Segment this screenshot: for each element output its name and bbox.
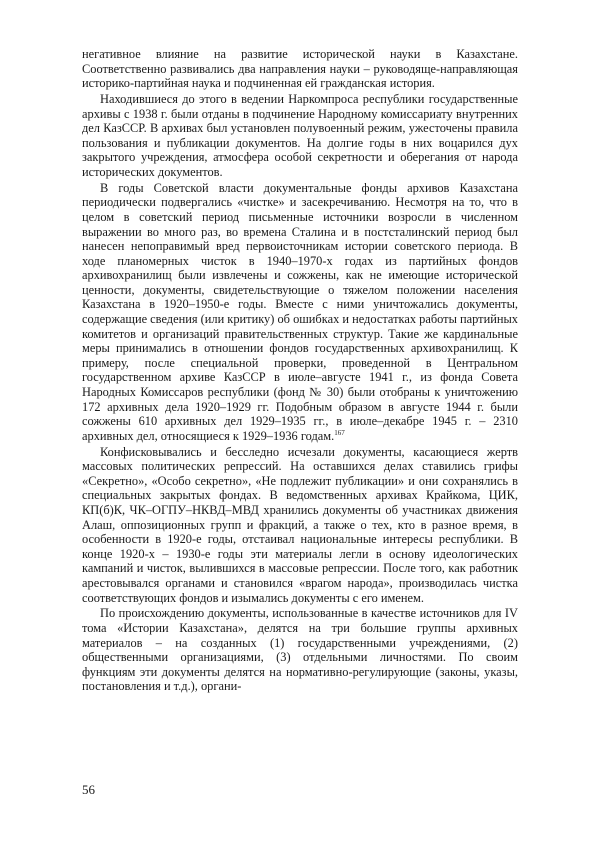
paragraph-5-text: По происхождению документы, использованные в качестве источников для IV тома «Истории Казахстана», делятся на три большие группы архивных материалов – на созданных (1) государственными учреждениями, (2) общественными организациями, (3) отдельными личностями. По своим функциям эти документы делятся на нормативно-регулирующие (законы, указы, постановления и т.д.), органи- [82,606,518,694]
paragraph-1-text: негативное влияние на развитие исторической науки в Казахстане. Соответственно развивались два направления науки – руководяще-направляющая историко-партийная наука и подчиненная ей гражданская история. [82,47,518,91]
paragraph-2 [82,92,518,180]
page-number: 56 [82,782,95,797]
paragraph-2-text: Находившиеся до этого в ведении Наркомпроса республики государственные архивы с 1938 г. были отданы в подчинение Народному комиссариату внутренних дел КазССР. В архивах был установлен полувоенный режим, ужесточены правила пользования и публикации документов. На долгие годы в них воцарился дух закрытого учреждения, атмосфера особой секретности и оберегания от народа исторических документов. [82,91,518,179]
paragraph-5 [82,606,518,694]
paragraph-3-text: В годы Советской власти документальные фонды архивов Казахстана периодически подвергались «чистке» и засекречиванию. Несмотря на то, что в целом в советский период письменные источники возросли в численном выражении во много раз, во времена Сталина и в постсталинский период был нанесен непоправимый вред первоисточникам истории советского периода. В ходе планомерных чисток в 1940–1970-х годах из партийных фондов архивохранилищ были извлечены и сожжены, как не имеющие исторической ценности, документы, свидетельствующие о тяжелом положении населения Казахстана в 1920–1950-е годы. Вместе с ними уничтожались документы, содержащие сведения (или критику) об ошибках и недостатках работы партийных комитетов и организаций правительственных структур. Такие же кардинальные меры принимались в отношении фондов государственных архивохранилищ. К примеру, после специальной проверки, проведенной в Центральном государственном архиве КазССР в июле–августе 1941 г., из фонда Совета Народных Комиссаров республики (фонд № 30) были отобраны к уничтожению 172 архивных дела 1920–1929 гг. Подобным образом в августе 1944 г. были сожжены 610 архивных дел 1929–1935 гг., в июле–декабре 1945 г. – 2310 архивных дел, относящиеся к 1929–1936 годам. [82,180,519,443]
footnote-reference: 167 [334,428,345,437]
paragraph-4 [82,445,518,606]
paragraph-4-text: Конфисковывались и бесследно исчезали документы, касающиеся жертв массовых политических репрессий. На оставшихся делах ставились грифы «Секретно», «Особо секретно», «Не подлежит публикации» и они сохранялись в специальных закрытых фондах. В ведомственных архивах Крайкома, ЦИК, КП(б)К, ЧК–ОГПУ–НКВД–МВД хранились документы об участниках движения Алаш, оппозиционных групп и фракций, а также о тех, кто в разное время, в особенности в 1920-е годы, отстаивал национальные интересы республики. В конце 1920-х – 1930-е годы эти материалы легли в основу идеологических кампаний и чисток, вылившихся в массовые репрессии. После того, как работник арестовывался органами и становился «врагом народа», производилась чистка соответствующих фондов и изымались документы с его именем. [82,444,518,605]
paragraph-1 [82,47,518,91]
paragraph-3 [82,181,518,444]
body-text [82,47,518,695]
